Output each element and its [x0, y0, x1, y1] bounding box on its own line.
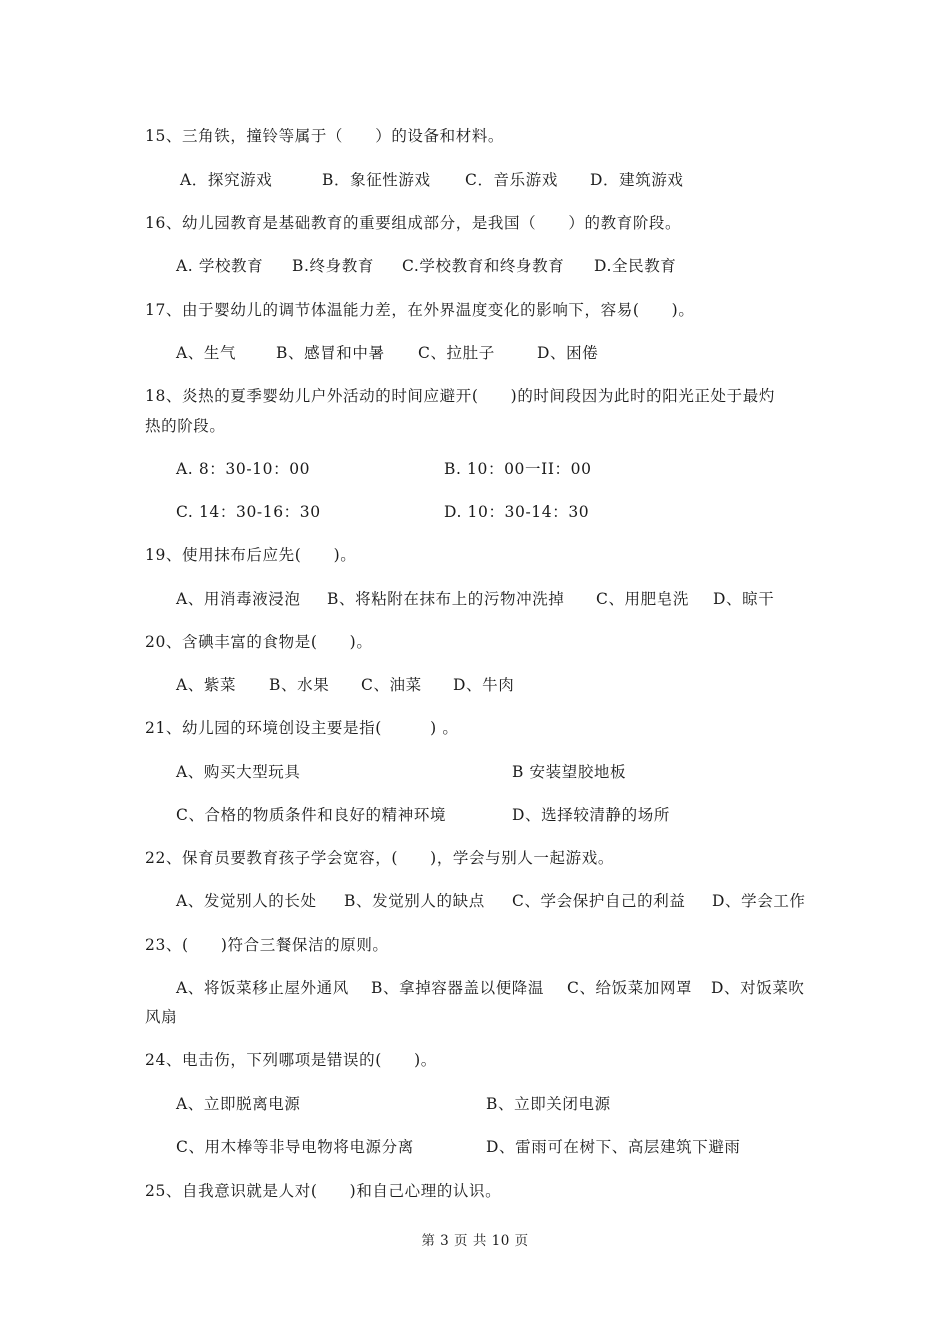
q15-option-d: D．建筑游戏	[590, 171, 684, 189]
q23-option-b: B、拿掉容器盖以便降温	[371, 979, 544, 997]
question-24: 24、电击伤，下列哪项是错误的( )。	[145, 1051, 437, 1069]
q24-option-d: D、雷雨可在树下、高层建筑下避雨	[486, 1138, 741, 1156]
q18-option-b: B. 10：00一II：00	[444, 460, 592, 478]
q23-option-c: C、给饭菜加网罩	[567, 979, 693, 997]
question-22: 22、保育员要教育孩子学会宽容，( )，学会与别人一起游戏。	[145, 849, 614, 867]
q15-option-b: B．象征性游戏	[322, 171, 431, 189]
question-21: 21、幼儿园的环境创设主要是指( ) 。	[145, 719, 459, 737]
q22-option-b: B、发觉别人的缺点	[344, 892, 485, 910]
question-18-line-2: 热的阶段。	[145, 417, 226, 435]
q20-option-a: A、紫菜	[176, 676, 237, 694]
q18-option-d: D. 10：30-14：30	[444, 503, 590, 521]
q16-option-d: D.全民教育	[594, 257, 677, 275]
q20-option-d: D、牛肉	[453, 676, 515, 694]
q20-option-c: C、油菜	[361, 676, 422, 694]
q21-option-d: D、选择较清静的场所	[512, 806, 670, 824]
q15-option-c: C．音乐游戏	[465, 171, 558, 189]
q23-option-d-wrap: 风扇	[145, 1008, 178, 1026]
question-15: 15、三角铁，撞铃等属于（ ）的设备和材料。	[145, 127, 505, 145]
q17-option-d: D、困倦	[537, 344, 599, 362]
q19-option-c: C、用肥皂洗	[596, 590, 689, 608]
question-25: 25、自我意识就是人对( )和自己心理的认识。	[145, 1182, 502, 1200]
q16-option-a: A. 学校教育	[176, 257, 264, 275]
q22-option-c: C、学会保护自己的利益	[512, 892, 686, 910]
q16-option-c: C.学校教育和终身教育	[402, 257, 565, 275]
q24-option-a: A、立即脱离电源	[176, 1095, 301, 1113]
q22-option-d: D、学会工作	[712, 892, 806, 910]
q21-option-c: C、合格的物质条件和良好的精神环境	[176, 806, 447, 824]
q22-option-a: A、发觉别人的长处	[176, 892, 317, 910]
page-footer: 第 3 页 共 10 页	[421, 1233, 529, 1249]
q17-option-c: C、拉肚子	[418, 344, 495, 362]
question-20: 20、含碘丰富的食物是( )。	[145, 633, 373, 651]
q21-option-b: B 安装望胶地板	[512, 763, 627, 781]
q19-option-d: D、晾干	[713, 590, 775, 608]
q15-option-a: A．探究游戏	[180, 171, 273, 189]
q19-option-a: A、用消毒液浸泡	[176, 590, 301, 608]
question-16: 16、幼儿园教育是基础教育的重要组成部分，是我国（ ）的教育阶段。	[145, 214, 682, 232]
question-17: 17、由于婴幼儿的调节体温能力差，在外界温度变化的影响下，容易( )。	[145, 301, 695, 319]
q19-option-b: B、将粘附在抹布上的污物冲洗掉	[327, 590, 565, 608]
q24-option-b: B、立即关闭电源	[486, 1095, 611, 1113]
q21-option-a: A、购买大型玩具	[176, 763, 301, 781]
q24-option-c: C、用木棒等非导电物将电源分离	[176, 1138, 414, 1156]
q23-option-a: A、将饭菜移止屋外通风	[176, 979, 349, 997]
q16-option-b: B.终身教育	[292, 257, 374, 275]
question-23: 23、( )符合三餐保洁的原则。	[145, 936, 389, 954]
q18-option-a: A. 8：30-10：00	[176, 460, 311, 478]
q23-option-d: D、对饭菜吹	[711, 979, 805, 997]
question-19: 19、使用抹布后应先( )。	[145, 546, 357, 564]
q20-option-b: B、水果	[269, 676, 330, 694]
q17-option-a: A、生气	[176, 344, 237, 362]
question-18-line-1: 18、炎热的夏季婴幼儿户外活动的时间应避开( )的时间段因为此时的阳光正处于最灼	[145, 387, 775, 405]
q17-option-b: B、感冒和中暑	[276, 344, 385, 362]
q18-option-c: C. 14：30-16：30	[176, 503, 321, 521]
